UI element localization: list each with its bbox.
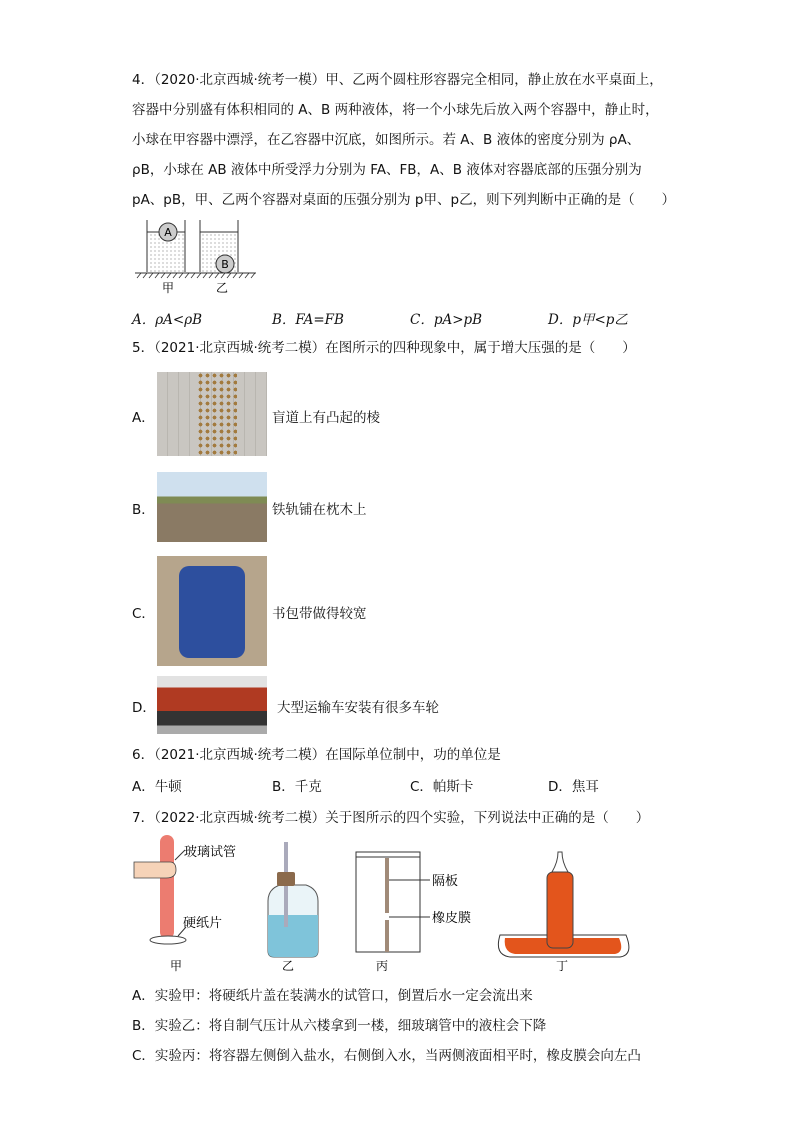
q4-line: ρB，小球在 AB 液体中所受浮力分别为 FA、FB，A、B 液体对容器底部的压强分别为	[132, 162, 642, 178]
membrane-label: 橡皮膜	[432, 911, 472, 926]
q4-line: pA、pB，甲、乙两个容器对桌面的压强分别为 p甲、p乙，则下列判断中正确的是（ ）	[132, 192, 676, 208]
exp-jia-label: 甲	[169, 959, 183, 973]
q7-statement-b[interactable]: B．实验乙：将自制气压计从六楼拿到一楼，细玻璃管中的液柱会下降	[132, 1018, 547, 1034]
q5-option-a-text: 盲道上有凸起的棱	[272, 410, 380, 426]
exp-bing-label: 丙	[375, 959, 389, 973]
q5-option-d-text: 大型运输车安装有很多车轮	[277, 700, 439, 716]
q5-stem: 5．（2021·北京西城·统考二模）在图所示的四种现象中，属于增大压强的是（ ）	[132, 340, 636, 356]
q5-option-a-letter[interactable]: A．	[132, 410, 155, 426]
q6-option-a[interactable]: A．牛顿	[132, 779, 182, 795]
transport-truck-photo	[157, 676, 267, 734]
container-yi-label: 乙	[215, 281, 229, 295]
q7-experiments-figure	[120, 830, 680, 975]
q4-option-c[interactable]: C．pA>pB	[410, 312, 483, 328]
school-backpack-photo	[157, 556, 267, 666]
q4-containers-figure	[130, 218, 265, 296]
exp-ding-label: 丁	[555, 959, 569, 973]
q6-option-c[interactable]: C．帕斯卡	[410, 779, 474, 795]
container-jia-label: 甲	[161, 281, 175, 295]
hand-icon	[134, 862, 176, 878]
test-tube	[160, 835, 174, 939]
q6-option-b[interactable]: B．千克	[272, 779, 322, 795]
q5-option-b-text: 铁轨铺在枕木上	[272, 502, 367, 518]
exp-yi-label: 乙	[281, 959, 295, 973]
q5-option-c-letter[interactable]: C．	[132, 606, 155, 622]
q6-option-d[interactable]: D．焦耳	[548, 779, 599, 795]
q6-stem: 6．（2021·北京西城·统考二模）在国际单位制中，功的单位是	[132, 747, 501, 763]
partition-label: 隔板	[432, 874, 459, 889]
card-label: 硬纸片	[183, 916, 223, 931]
q4-option-a[interactable]: A．ρA<ρB	[132, 312, 203, 328]
q4-line: 小球在甲容器中漂浮，在乙容器中沉底，如图所示。若 A、B 液体的密度分别为 ρA、	[132, 132, 641, 148]
q7-stem: 7．（2022·北京西城·统考二模）关于图所示的四个实验，下列说法中正确的是（ ）	[132, 810, 650, 826]
q4-line: 容器中分别盛有体积相同的 A、B 两种液体，将一个小球先后放入两个容器中，静止时，	[132, 102, 659, 118]
q7-statement-c[interactable]: C．实验丙：将容器左侧倒入盐水，右侧倒入水，当两侧液面相平时，橡皮膜会向左凸	[132, 1048, 641, 1064]
q4-line: 4．（2020·北京西城·统考一模）甲、乙两个圆柱形容器完全相同，静止放在水平桌面上，	[132, 72, 663, 88]
q7-statement-a[interactable]: A．实验甲：将硬纸片盖在装满水的试管口，倒置后水一定会流出来	[132, 988, 533, 1004]
tactile-paving-photo	[157, 372, 267, 456]
q5-option-c-text: 书包带做得较宽	[272, 606, 367, 622]
q5-option-b-letter[interactable]: B．	[132, 502, 155, 518]
q4-option-b[interactable]: B．FA=FB	[272, 312, 344, 328]
railway-track-photo	[157, 472, 267, 542]
q5-option-d-letter[interactable]: D．	[132, 700, 156, 716]
q4-option-d[interactable]: D．p甲<p乙	[548, 312, 628, 328]
ball-a-label: A	[164, 226, 172, 239]
ball-b-label: B	[221, 258, 229, 271]
glass-tube-label: 玻璃试管	[184, 845, 237, 860]
